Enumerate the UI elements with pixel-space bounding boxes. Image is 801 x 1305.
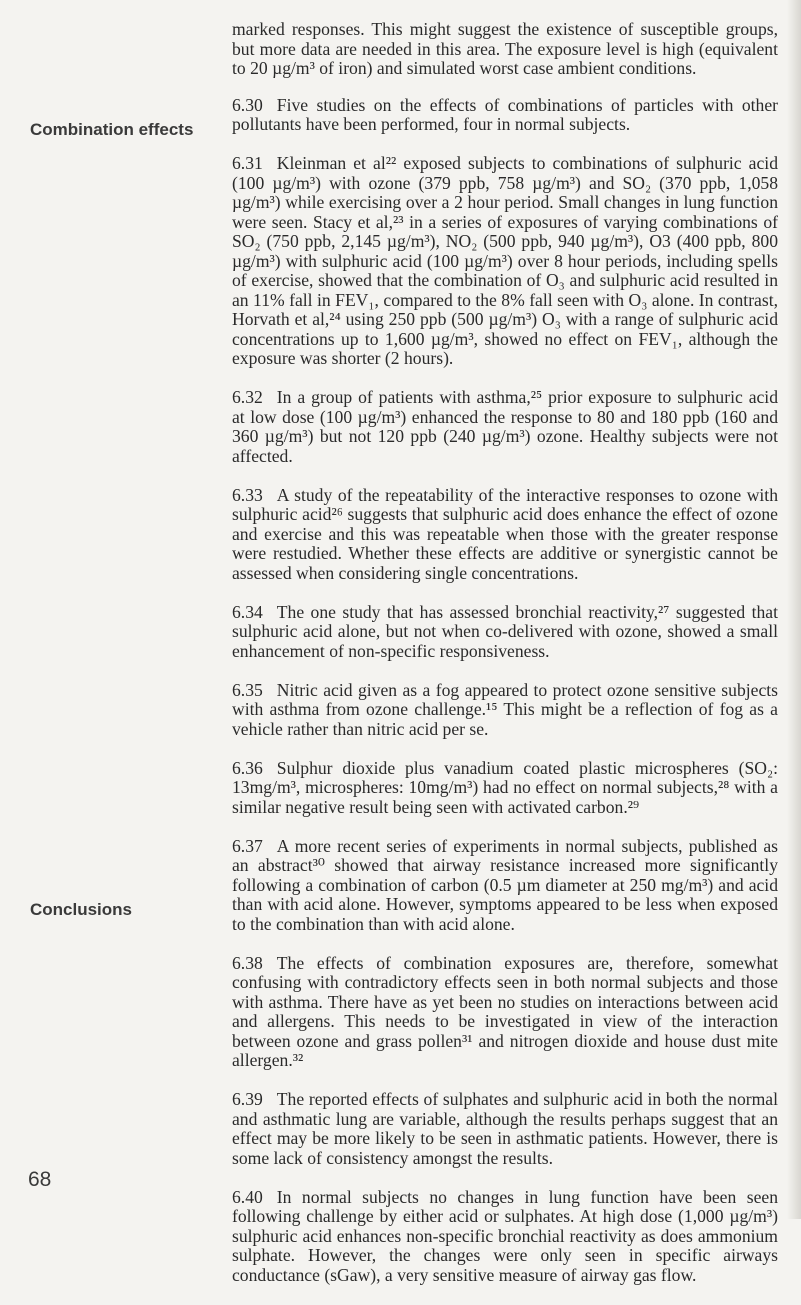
paragraph-number: 6.36	[232, 757, 263, 778]
paragraph-number: 6.35	[232, 679, 263, 700]
paragraph-continued: marked responses. This might suggest the existence of susceptible groups, but more data are needed in this area. The exposure level is high (equivalent to 20 µg/m³ of iron) and simulated worst case ambient conditions.	[232, 19, 778, 78]
paragraph-6-33: 6.33 A study of the repeatability of the interactive responses to ozone with sulphuric acid²⁶ suggests that sulphuric acid does enhance the effect of ozone and exercise and this was repeatable when those with the greater response were restudied. Whether these effects are additive or synergistic cannot be assessed when considering single concentrations.	[232, 484, 778, 583]
page-number: 68	[28, 1168, 52, 1191]
paragraph-number: 6.39	[232, 1089, 263, 1109]
paragraph-number: 6.30	[232, 94, 263, 115]
paragraph-6-40: 6.40 In normal subjects no changes in lung function have been seen following challenge by either acid or sulphates. At high dose (1,000 µg/m³) sulphuric acid enhances non-specific bronchial reactivity as does ammonium sulphate. However, the changes were only seen in specific airways conductance (sGaw), a very sensitive measure of airway gas flow.	[232, 1186, 778, 1285]
paragraph-6-35: 6.35 Nitric acid given as a fog appeared to protect ozone sensitive subjects with asthma from ozone challenge.¹⁵ This might be a reflection of fog as a vehicle rather than nitric acid per se.	[232, 679, 778, 739]
paragraph-6-36: 6.36 Sulphur dioxide plus vanadium coated plastic microspheres (SO₂: 13mg/m³, microspheres: 10mg/m³) had no effect on normal subjects,²⁸ with a similar negative result being seen with activated carbon.²⁹	[232, 757, 778, 817]
paragraph-6-31: 6.31 Kleinman et al²² exposed subjects to combinations of sulphuric acid (100 µg/m³) with ozone (379 ppb, 758 µg/m³) and SO₂ (370 ppb, 1,058 µg/m³) while exercising over a 2 hour period. Small changes in lung function were seen. Stacy et al,²³ in a series of exposures of varying combinations of SO₂ (750 ppb, 2,145 µg/m³), NO₂ (500 ppb, 940 µg/m³), O3 (400 ppb, 800 µg/m³) with sulphuric acid (100 µg/m³) over 8 hour periods, including spells of exercise, showed that the combination of O₃ and sulphuric acid resulted in an 11% fall in FEV₁, compared to the 8% fall seen with O₃ alone. In contrast, Horvath et al,²⁴ using 250 ppb (500 µg/m³) O₃ with a range of sulphuric acid concentrations up to 1,600 µg/m³, showed no effect on FEV₁, although the exposure was shorter (2 hours).	[232, 153, 778, 368]
paragraph-6-30: 6.30 Five studies on the effects of combinations of particles with other pollutants have been performed, four in normal subjects.	[232, 94, 778, 134]
paragraph-6-34: 6.34 The one study that has assessed bronchial reactivity,²⁷ suggested that sulphuric acid alone, but not when co-delivered with ozone, showed a small enhancement of non-specific responsiveness.	[232, 601, 778, 661]
paragraph-number: 6.38	[232, 952, 263, 973]
paragraph-6-39: 6.39 The reported effects of sulphates and sulphuric acid in both the normal and asthmatic lung are variable, although the results perhaps suggest that an effect may be more likely to be seen in asthmatic patients. However, there is some lack of consistency amongst the results.	[232, 1089, 778, 1168]
paragraph-6-37: 6.37 A more recent series of experiments in normal subjects, published as an abstract³⁰ showed that airway resistance increased more significantly following a combination of carbon (0.5 µm diameter at 250 mg/m³) and acid than with acid alone. However, symptoms appeared to be less when exposed to the combination than with acid alone.	[232, 835, 778, 934]
paragraph-number: 6.37	[232, 835, 263, 856]
page-edge-shadow	[787, 0, 801, 1219]
paragraph-number: 6.40	[232, 1186, 263, 1207]
paragraph-number: 6.32	[232, 387, 263, 407]
section-heading-combination-effects: Combination effects	[30, 120, 194, 139]
paragraph-6-32: 6.32 In a group of patients with asthma,²⁵ prior exposure to sulphuric acid at low dose (100 µg/m³) enhanced the response to 80 and 180 ppb (160 and 360 µg/m³) but not 120 ppb (240 µg/m³) ozone. Healthy subjects were not affected.	[232, 387, 778, 466]
paragraph-6-38: 6.38 The effects of combination exposures are, therefore, somewhat confusing with contradictory effects seen in both normal subjects and those with asthma. There have as yet been no studies on interactions between acid and allergens. This needs to be investigated in view of the interaction between ozone and grass pollen³¹ and nitrogen dioxide and house dust mite allergen.³²	[232, 952, 778, 1070]
section-heading-conclusions: Conclusions	[30, 900, 133, 919]
body-text	[232, 20, 778, 1305]
paragraph-number: 6.31	[232, 153, 263, 173]
paragraph-number: 6.34	[232, 601, 263, 622]
paragraph-number: 6.33	[232, 484, 263, 505]
